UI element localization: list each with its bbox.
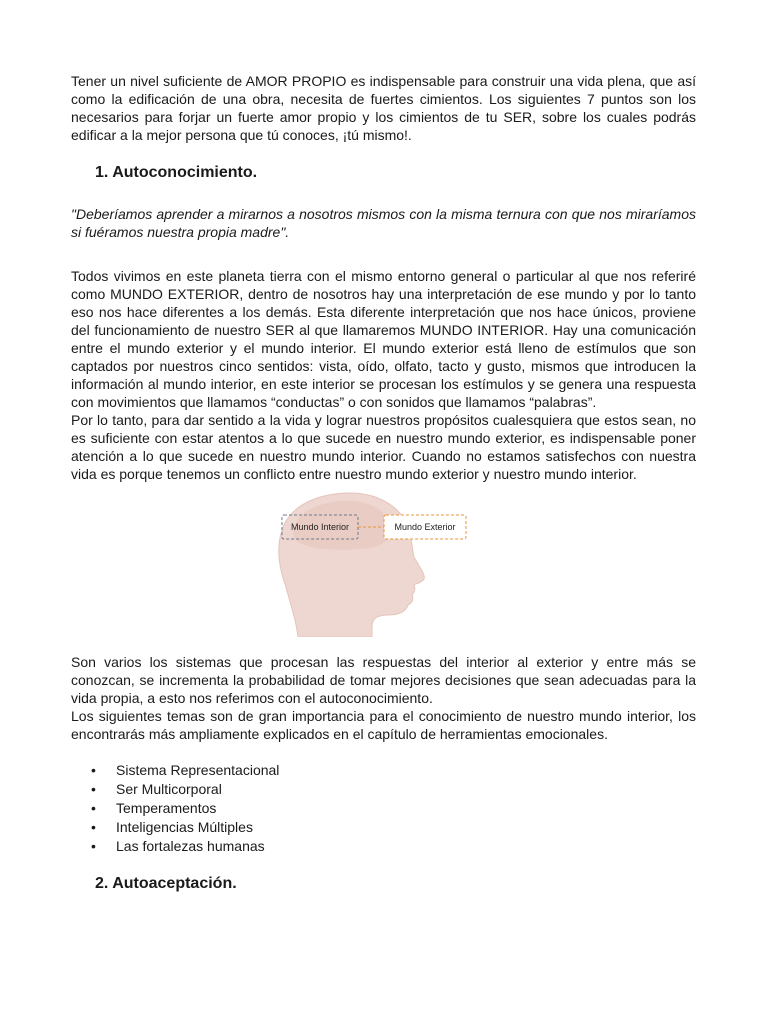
body-paragraph-sentido: Por lo tanto, para dar sentido a la vida y lograr nuestros propósitos cualesquiera que estos sean, no es suficiente con estar atentos a lo que sucede en nuestro mundo exterior, es indispensable poner atención a lo que sucede en nuestro mundo interior. Cuando no estamos satisfechos con nuestra vida es porque tenemos un conflicto entre nuestro mundo exterior y nuestro mundo interior. — [71, 412, 696, 482]
list-item: • Temperamentos — [91, 800, 217, 816]
list-item: • Sistema Representacional — [91, 762, 280, 778]
bullet-icon: • — [91, 781, 96, 797]
topics-list — [71, 761, 696, 856]
mundo-exterior-label: Mundo Exterior — [393, 522, 456, 532]
section-heading-autoconocimiento: 1. Autoconocimiento. — [95, 164, 258, 181]
body-paragraph-temas: Los siguientes temas son de gran importancia para el conocimiento de nuestro mundo interior, los encontrarás más ampliamente explicados en el capítulo de herramientas emocionales. — [71, 708, 696, 742]
bullet-icon: • — [91, 800, 96, 816]
head-illustration — [272, 491, 492, 637]
body-paragraph-sistemas: Son varios los sistemas que procesan las respuestas del interior al exterior y entre más se conozcan, se incrementa la probabilidad de tomar mejores decisiones que sean adecuadas para la vida propia, a esto nos referimos con el autoconocimiento. — [71, 654, 696, 706]
body-paragraph-mundo: Todos vivimos en este planeta tierra con el mismo entorno general o particular al que nos referiré como MUNDO EXTERIOR, dentro de nosotros hay una interpretación de ese mundo y por lo tanto eso nos hace diferentes a los demás. Esta diferente interpretación que nos hace únicos, proviene del funcionamiento de nuestro SER al que llamaremos MUNDO INTERIOR. Hay una comunicación entre el mundo exterior y el mundo interior. El mundo exterior está lleno de estímulos que son captados por nuestros cinco sentidos: vista, oído, olfato, tacto y gusto, mismos que introducen la información al mundo interior, en este interior se procesan los estímulos y se genera una respuesta con movimientos que llamamos “conductas” o con sonidos que llamamos “palabras”. — [71, 268, 696, 410]
mundo-interior-label: Mundo Interior — [290, 522, 349, 532]
bullet-icon: • — [91, 762, 96, 778]
list-item: • Ser Multicorporal — [91, 781, 222, 797]
quote-paragraph: "Deberíamos aprender a mirarnos a nosotros mismos con la misma ternura con que nos miraríamos si fuéramos nuestra propia madre". — [71, 206, 696, 240]
list-item: • Las fortalezas humanas — [91, 838, 265, 854]
intro-paragraph: Tener un nivel suficiente de AMOR PROPIO es indispensable para construir una vida plena, que así como la edificación de una obra, necesita de fuertes cimientos. Los siguientes 7 puntos son los necesarios para forjar un fuerte amor propio y los cimientos de tu SER, sobre los cuales podrás edificar a la mejor persona que tú conoces, ¡tú mismo!. — [71, 73, 696, 143]
head-silhouette-figure — [272, 491, 492, 637]
section-heading-autoaceptacion: 2. Autoaceptación. — [95, 875, 237, 892]
bullet-icon: • — [91, 819, 96, 835]
bullet-icon: • — [91, 838, 96, 854]
document-page — [71, 72, 696, 894]
list-item: • Inteligencias Múltiples — [91, 819, 253, 835]
